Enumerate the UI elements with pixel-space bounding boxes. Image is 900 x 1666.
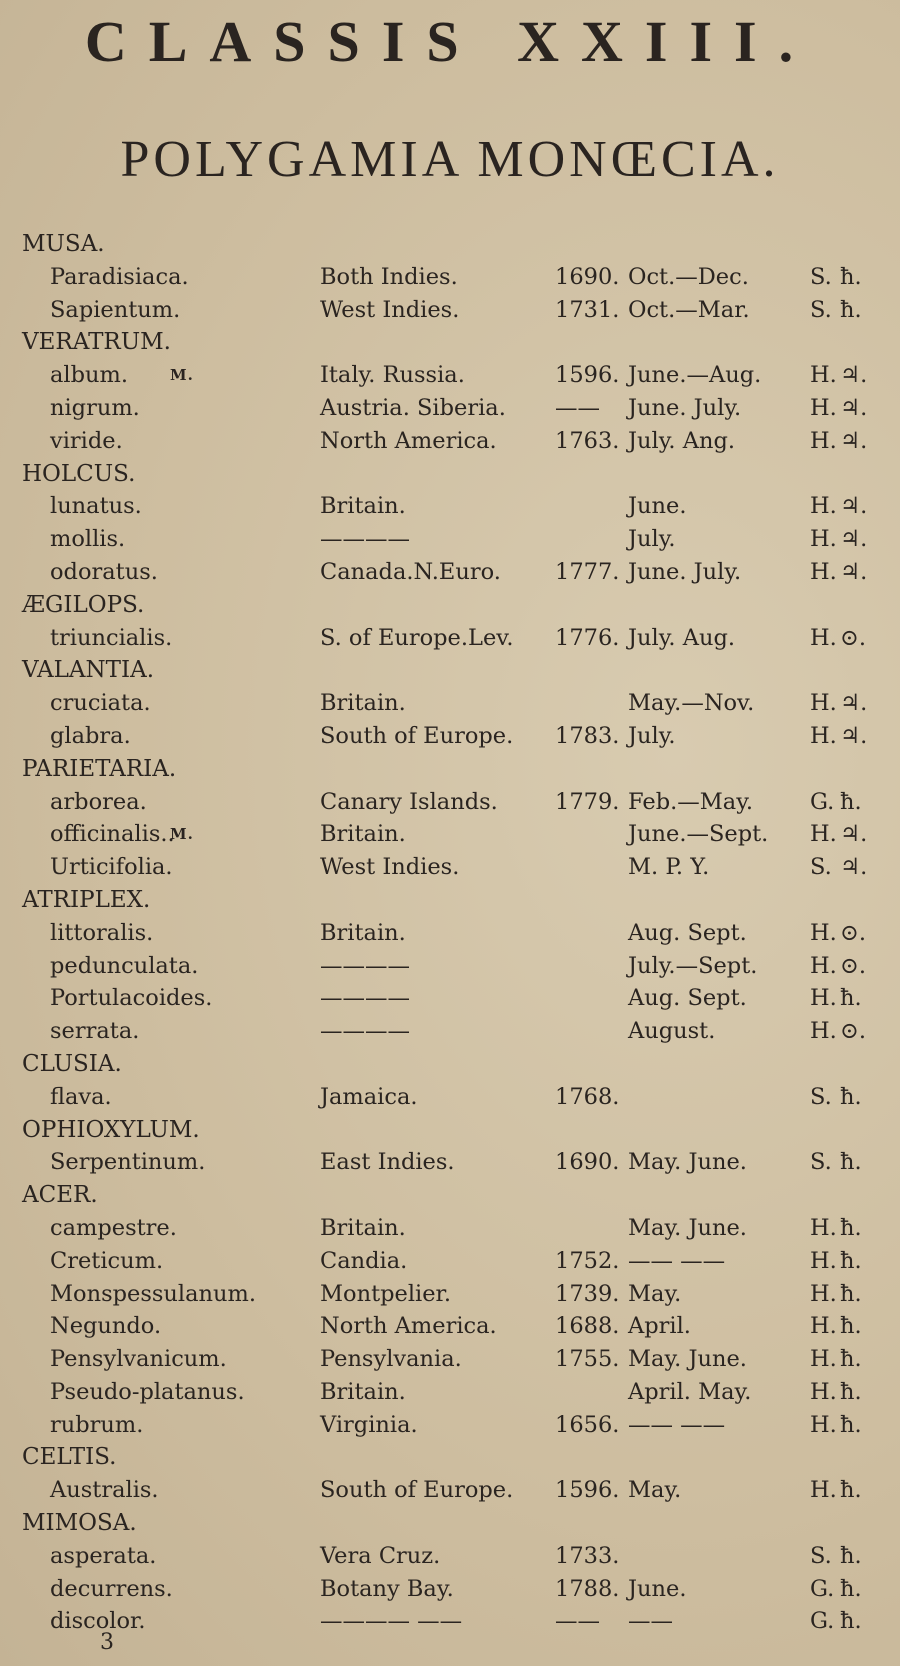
genus-name: HOLCUS. [22, 460, 136, 487]
culture-class: H. [810, 919, 837, 946]
genus-name: CLUSIA. [22, 1050, 122, 1077]
genus-row [0, 1048, 900, 1081]
native-place: Britain. [320, 1214, 406, 1241]
genus-row [0, 1507, 900, 1540]
species-row [0, 261, 900, 294]
year-introduced: —— [555, 1608, 600, 1635]
genus-name: ACER. [22, 1182, 98, 1209]
genus-row [0, 589, 900, 622]
year-introduced: 1777. [555, 558, 620, 585]
culture-class: H. [810, 821, 837, 848]
genus-row [0, 1441, 900, 1474]
duration-symbol: ħ. [840, 1542, 862, 1569]
species-row [0, 851, 900, 884]
species-row [0, 622, 900, 655]
duration-symbol: ♃. [840, 558, 868, 585]
species-row [0, 1146, 900, 1179]
year-introduced: 1596. [555, 1477, 620, 1504]
species-row [0, 1409, 900, 1442]
species-name: pedunculata. [50, 952, 199, 979]
flowering-time: May.—Nov. [628, 690, 755, 717]
native-place: Britain. [320, 821, 406, 848]
culture-class: G. [810, 1608, 835, 1635]
species-name: officinalis.. [50, 821, 175, 848]
duration-symbol: ħ. [840, 1608, 862, 1635]
species-name: campestre. [50, 1214, 177, 1241]
species-name: asperata. [50, 1542, 157, 1569]
medicinal-mark: M. [170, 366, 194, 385]
species-name: cruciata. [50, 690, 151, 717]
flowering-time: M. P. Y. [628, 854, 710, 881]
species-row [0, 1540, 900, 1573]
genus-name: MUSA. [22, 231, 105, 257]
species-row [0, 1278, 900, 1311]
species-row [0, 1343, 900, 1376]
species-row [0, 1573, 900, 1606]
native-place: Britain. [320, 1378, 406, 1405]
genus-name: CELTIS. [22, 1444, 117, 1471]
genus-name: VALANTIA. [22, 657, 155, 684]
native-place: Botany Bay. [320, 1575, 454, 1602]
duration-symbol: ♃. [840, 493, 868, 520]
species-name: Urticifolia. [50, 854, 173, 881]
year-introduced: 1752. [555, 1247, 620, 1274]
native-place: ———— [320, 952, 410, 979]
duration-symbol: ⊙. [840, 952, 867, 979]
page-signature: 3 [100, 1630, 114, 1655]
species-row [0, 294, 900, 327]
flowering-time: July. [628, 722, 676, 749]
genus-name: OPHIOXYLUM. [22, 1116, 200, 1143]
culture-class: H. [810, 1018, 837, 1045]
order-title: POLYGAMIA MONŒCIA. [120, 131, 780, 188]
species-name: rubrum. [50, 1411, 144, 1438]
species-name: glabra. [50, 722, 131, 749]
flowering-time: April. [628, 1313, 691, 1340]
species-row [0, 490, 900, 523]
flowering-time: June.—Aug. [628, 362, 762, 389]
native-place: ———— —— [320, 1608, 463, 1635]
year-introduced: 1779. [555, 788, 620, 815]
duration-symbol: ♃. [840, 427, 868, 454]
duration-symbol: ħ. [840, 1313, 862, 1340]
species-row [0, 917, 900, 950]
flowering-time: Aug. Sept. [628, 985, 747, 1012]
genus-name: MIMOSA. [22, 1510, 137, 1537]
species-row [0, 392, 900, 425]
native-place: Canada.N.Euro. [320, 558, 501, 585]
native-place: Candia. [320, 1247, 408, 1274]
flowering-time: August. [628, 1018, 716, 1045]
species-name: triuncialis. [50, 624, 173, 651]
genus-row [0, 458, 900, 491]
culture-class: H. [810, 362, 837, 389]
culture-class: S. [810, 1083, 832, 1110]
native-place: Britain. [320, 690, 406, 717]
species-name: Australis. [50, 1477, 159, 1504]
year-introduced: 1763. [555, 427, 620, 454]
species-row [0, 1474, 900, 1507]
year-introduced: 1768. [555, 1083, 620, 1110]
genus-name: ÆGILOPS. [22, 591, 145, 618]
culture-class: H. [810, 427, 837, 454]
genus-row [0, 1114, 900, 1147]
species-row [0, 720, 900, 753]
duration-symbol: ħ. [840, 1477, 862, 1504]
culture-class: G. [810, 1575, 835, 1602]
duration-symbol: ħ. [840, 788, 862, 815]
species-row [0, 818, 900, 851]
species-name: Serpentinum. [50, 1149, 206, 1176]
flowering-time: June.—Sept. [628, 821, 769, 848]
medicinal-mark: M. [170, 825, 194, 844]
flowering-time: —— [628, 1608, 673, 1635]
year-introduced: 1776. [555, 624, 620, 651]
class-title: CLASSIS XXIII. [84, 9, 816, 74]
species-name: album. [50, 362, 128, 389]
species-name: Sapientum. [50, 296, 181, 323]
genus-row [0, 228, 900, 261]
duration-symbol: ♃. [840, 526, 868, 553]
native-place: South of Europe. [320, 1477, 514, 1504]
native-place: West Indies. [320, 854, 460, 881]
culture-class: H. [810, 1247, 837, 1274]
genus-name: VERATRUM. [22, 329, 171, 356]
species-row [0, 786, 900, 819]
duration-symbol: ħ. [840, 263, 862, 290]
native-place: North America. [320, 1313, 497, 1340]
native-place: East Indies. [320, 1149, 455, 1176]
native-place: North America. [320, 427, 497, 454]
species-row [0, 523, 900, 556]
flowering-time: April. May. [628, 1378, 752, 1405]
species-name: Paradisiaca. [50, 263, 189, 290]
genus-row [0, 1179, 900, 1212]
species-name: viride. [50, 427, 123, 454]
species-name: discolor. [50, 1608, 146, 1635]
culture-class: S. [810, 1542, 832, 1569]
species-row [0, 1376, 900, 1409]
flowering-time: May. [628, 1477, 682, 1504]
species-row [0, 687, 900, 720]
culture-class: H. [810, 526, 837, 553]
flowering-time: July. Ang. [628, 427, 736, 454]
flowering-time: May. [628, 1280, 682, 1307]
genus-row [0, 884, 900, 917]
species-name: flava. [50, 1083, 112, 1110]
duration-symbol: ♃. [840, 722, 868, 749]
species-row [0, 359, 900, 392]
duration-symbol: ħ. [840, 1247, 862, 1274]
duration-symbol: ħ. [840, 1346, 862, 1373]
native-place: ———— [320, 985, 410, 1012]
duration-symbol: ♃. [840, 362, 868, 389]
culture-class: H. [810, 493, 837, 520]
flowering-time: —— —— [628, 1411, 726, 1438]
species-name: Creticum. [50, 1247, 164, 1274]
duration-symbol: ħ. [840, 1149, 862, 1176]
culture-class: H. [810, 1411, 837, 1438]
species-name: arborea. [50, 788, 147, 815]
species-name: lunatus. [50, 493, 142, 520]
species-name: odoratus. [50, 558, 158, 585]
year-introduced: 1690. [555, 1149, 620, 1176]
species-name: serrata. [50, 1018, 140, 1045]
species-name: Negundo. [50, 1313, 162, 1340]
duration-symbol: ħ. [840, 296, 862, 323]
flowering-time: July.—Sept. [628, 952, 758, 979]
culture-class: H. [810, 1477, 837, 1504]
duration-symbol: ♃. [840, 821, 868, 848]
culture-class: H. [810, 1346, 837, 1373]
species-row [0, 982, 900, 1015]
year-introduced: 1788. [555, 1575, 620, 1602]
flowering-time: July. Aug. [628, 624, 736, 651]
flowering-time: June. [628, 493, 687, 520]
duration-symbol: ħ. [840, 985, 862, 1012]
culture-class: S. [810, 296, 832, 323]
culture-class: G. [810, 788, 835, 815]
species-row [0, 556, 900, 589]
species-row [0, 1310, 900, 1343]
native-place: Britain. [320, 493, 406, 520]
duration-symbol: ħ. [840, 1575, 862, 1602]
native-place: Jamaica. [320, 1083, 418, 1110]
duration-symbol: ħ. [840, 1378, 862, 1405]
culture-class: H. [810, 690, 837, 717]
flowering-time: Aug. Sept. [628, 919, 747, 946]
duration-symbol: ħ. [840, 1280, 862, 1307]
species-row [0, 425, 900, 458]
duration-symbol: ⊙. [840, 1018, 867, 1045]
flowering-time: June. July. [628, 394, 742, 421]
species-name: nigrum. [50, 394, 140, 421]
species-name: mollis. [50, 526, 126, 553]
year-introduced: 1596. [555, 362, 620, 389]
native-place: S. of Europe.Lev. [320, 624, 514, 651]
native-place: Montpelier. [320, 1280, 451, 1307]
year-introduced: 1783. [555, 722, 620, 749]
native-place: Virginia. [320, 1411, 418, 1438]
culture-class: S. [810, 263, 832, 290]
native-place: Britain. [320, 919, 406, 946]
culture-class: H. [810, 722, 837, 749]
year-introduced: 1731. [555, 296, 620, 323]
species-row [0, 1245, 900, 1278]
culture-class: H. [810, 1280, 837, 1307]
native-place: West Indies. [320, 296, 460, 323]
species-row [0, 950, 900, 983]
culture-class: H. [810, 624, 837, 651]
flowering-time: May. June. [628, 1346, 747, 1373]
native-place: Austria. Siberia. [320, 394, 506, 421]
culture-class: H. [810, 952, 837, 979]
genus-name: PARIETARIA. [22, 755, 177, 782]
duration-symbol: ħ. [840, 1214, 862, 1241]
culture-class: S. [810, 854, 832, 881]
culture-class: H. [810, 394, 837, 421]
native-place: Vera Cruz. [320, 1542, 441, 1569]
flowering-time: May. June. [628, 1149, 747, 1176]
species-list [0, 228, 900, 1638]
genus-row [0, 654, 900, 687]
year-introduced: 1688. [555, 1313, 620, 1340]
year-introduced: —— [555, 394, 600, 421]
flowering-time: Oct.—Dec. [628, 263, 749, 290]
culture-class: H. [810, 1378, 837, 1405]
duration-symbol: ♃. [840, 394, 868, 421]
native-place: Canary Islands. [320, 788, 498, 815]
year-introduced: 1690. [555, 263, 620, 290]
duration-symbol: ħ. [840, 1411, 862, 1438]
species-name: decurrens. [50, 1575, 173, 1602]
genus-row [0, 326, 900, 359]
year-introduced: 1755. [555, 1346, 620, 1373]
species-row [0, 1081, 900, 1114]
flowering-time: Feb.—May. [628, 788, 754, 815]
native-place: ———— [320, 526, 410, 553]
culture-class: H. [810, 1214, 837, 1241]
culture-class: S. [810, 1149, 832, 1176]
species-name: Pseudo-platanus. [50, 1378, 245, 1405]
flowering-time: June. July. [628, 558, 742, 585]
species-row [0, 1605, 900, 1638]
genus-name: ATRIPLEX. [22, 886, 151, 913]
flowering-time: —— —— [628, 1247, 726, 1274]
duration-symbol: ⊙. [840, 624, 867, 651]
flowering-time: May. June. [628, 1214, 747, 1241]
species-name: Monspessulanum. [50, 1280, 257, 1307]
duration-symbol: ħ. [840, 1083, 862, 1110]
year-introduced: 1656. [555, 1411, 620, 1438]
genus-row [0, 753, 900, 786]
duration-symbol: ♃. [840, 854, 868, 881]
native-place: Pensylvania. [320, 1346, 462, 1373]
native-place: South of Europe. [320, 722, 514, 749]
culture-class: H. [810, 985, 837, 1012]
flowering-time: Oct.—Mar. [628, 296, 750, 323]
species-name: littoralis. [50, 919, 154, 946]
native-place: Both Indies. [320, 263, 458, 290]
year-introduced: 1739. [555, 1280, 620, 1307]
flowering-time: June. [628, 1575, 687, 1602]
native-place: ———— [320, 1018, 410, 1045]
culture-class: H. [810, 1313, 837, 1340]
species-row [0, 1015, 900, 1048]
flowering-time: July. [628, 526, 676, 553]
species-name: Pensylvanicum. [50, 1346, 227, 1373]
duration-symbol: ⊙. [840, 919, 867, 946]
species-row [0, 1212, 900, 1245]
year-introduced: 1733. [555, 1542, 620, 1569]
species-name: Portulacoides. [50, 985, 213, 1012]
culture-class: H. [810, 558, 837, 585]
native-place: Italy. Russia. [320, 362, 465, 389]
duration-symbol: ♃. [840, 690, 868, 717]
